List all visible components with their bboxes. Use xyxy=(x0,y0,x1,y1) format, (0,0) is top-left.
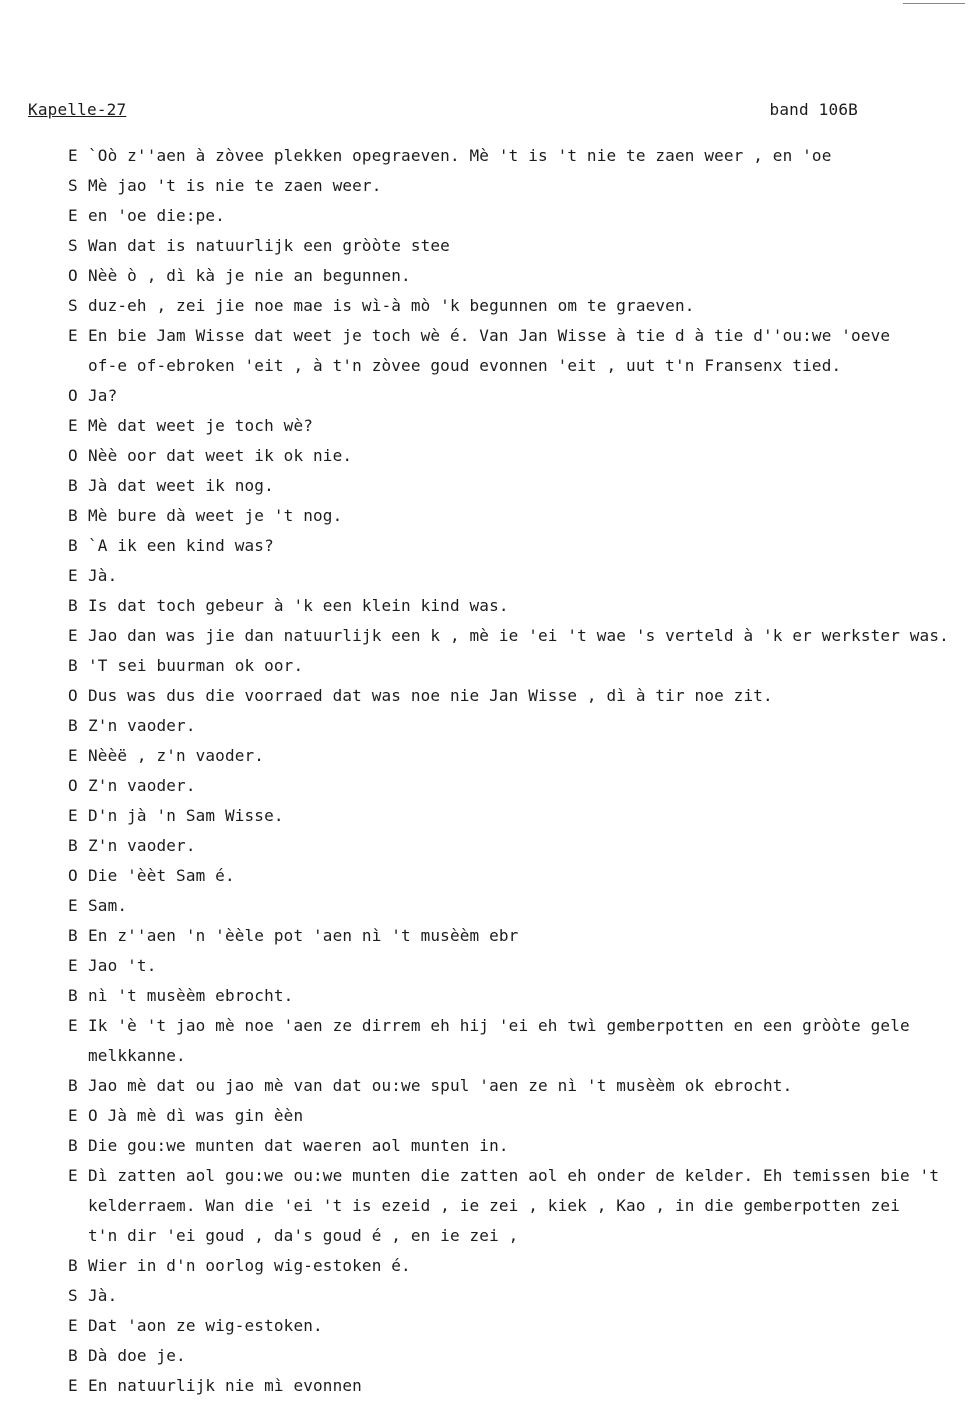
transcript-turn xyxy=(68,891,968,921)
turn-text xyxy=(88,231,450,261)
transcript-turn xyxy=(68,261,968,291)
utterance-line: Nèè ò , dì kà je nie an begunnen. xyxy=(88,266,411,285)
transcript-turn xyxy=(68,1131,968,1161)
speaker-label: E xyxy=(68,1166,78,1185)
utterance-line: Is dat toch gebeur à 'k een klein kind was. xyxy=(88,596,509,615)
utterance-line: Ik 'è 't jao mè noe 'aen ze dirrem eh hij 'ei eh twì gemberpotten en een gròòte gele xyxy=(88,1016,910,1035)
utterance-line: En bie Jam Wisse dat weet je toch wè é. Van Jan Wisse à tie d à tie d''ou:we 'oeve xyxy=(88,326,891,345)
speaker-label: S xyxy=(68,296,78,315)
speaker-label: O xyxy=(68,446,78,465)
utterance-line: Z'n vaoder. xyxy=(88,776,196,795)
speaker-label: E xyxy=(68,896,78,915)
transcript-turn xyxy=(68,321,968,381)
speaker-label: E xyxy=(68,326,78,345)
utterance-line: duz-eh , zei jie noe mae is wì-à mò 'k begunnen om te graeven. xyxy=(88,296,695,315)
speaker-label: S xyxy=(68,1286,78,1305)
turn-text xyxy=(88,1131,509,1161)
top-rule xyxy=(903,3,965,4)
page-header xyxy=(28,100,858,124)
transcript-turn xyxy=(68,1371,968,1401)
speaker-label: S xyxy=(68,236,78,255)
utterance-line: Nèèë , z'n vaoder. xyxy=(88,746,265,765)
turn-text xyxy=(88,981,293,1011)
transcript-turn xyxy=(68,1251,968,1281)
turn-text xyxy=(88,861,235,891)
utterance-line: Ja? xyxy=(88,386,118,405)
transcript-turn xyxy=(68,411,968,441)
turn-text xyxy=(88,591,509,621)
transcript-turn xyxy=(68,471,968,501)
band-label: band 106B xyxy=(769,100,858,119)
utterance-line: D'n jà 'n Sam Wisse. xyxy=(88,806,284,825)
speaker-label: S xyxy=(68,176,78,195)
speaker-label: O xyxy=(68,386,78,405)
transcript-turn xyxy=(68,231,968,261)
speaker-label: B xyxy=(68,506,78,525)
transcript-turn xyxy=(68,1161,968,1251)
turn-text xyxy=(88,771,196,801)
speaker-label: B xyxy=(68,1256,78,1275)
speaker-label: B xyxy=(68,1346,78,1365)
speaker-label: E xyxy=(68,416,78,435)
speaker-label: B xyxy=(68,716,78,735)
turn-text xyxy=(88,1341,186,1371)
transcript-turn xyxy=(68,591,968,621)
turn-text xyxy=(88,141,832,171)
speaker-label: E xyxy=(68,1016,78,1035)
transcript-turn xyxy=(68,291,968,321)
utterance-line: Jao dan was jie dan natuurlijk een k , mè ie 'ei 't wae 's verteld à 'k er werkster was. xyxy=(88,626,949,645)
transcript-turn xyxy=(68,621,968,651)
speaker-label: E xyxy=(68,806,78,825)
turn-text xyxy=(88,1071,792,1101)
transcript xyxy=(68,141,968,1401)
transcript-turn xyxy=(68,951,968,981)
turn-text xyxy=(88,321,890,381)
turn-text xyxy=(88,1281,117,1311)
speaker-label: O xyxy=(68,866,78,885)
turn-text xyxy=(88,261,411,291)
turn-text xyxy=(88,1371,362,1401)
speaker-label: O xyxy=(68,686,78,705)
speaker-label: B xyxy=(68,536,78,555)
transcript-turn xyxy=(68,171,968,201)
turn-text xyxy=(88,411,313,441)
utterance-line: Jà dat weet ik nog. xyxy=(88,476,274,495)
transcript-turn xyxy=(68,531,968,561)
transcript-turn xyxy=(68,771,968,801)
transcript-turn xyxy=(68,831,968,861)
turn-text xyxy=(88,741,264,771)
transcript-turn xyxy=(68,1101,968,1131)
utterance-line: `A ik een kind was? xyxy=(88,536,274,555)
speaker-label: B xyxy=(68,476,78,495)
turn-text xyxy=(88,711,196,741)
turn-text xyxy=(88,1161,939,1251)
transcript-turn xyxy=(68,651,968,681)
transcript-turn xyxy=(68,981,968,1011)
speaker-label: E xyxy=(68,206,78,225)
speaker-label: E xyxy=(68,1376,78,1395)
utterance-line: Z'n vaoder. xyxy=(88,716,196,735)
transcript-turn xyxy=(68,441,968,471)
utterance-line: En z''aen 'n 'èèle pot 'aen nì 't musèèm ebr xyxy=(88,926,519,945)
utterance-line: Wan dat is natuurlijk een gròòte stee xyxy=(88,236,450,255)
utterance-line: Dat 'aon ze wig-estoken. xyxy=(88,1316,323,1335)
utterance-line: Sam. xyxy=(88,896,128,915)
turn-text xyxy=(88,801,284,831)
utterance-line: `Oò z''aen à zòvee plekken opegraeven. Mè 't is 't nie te zaen weer , en 'oe xyxy=(88,146,832,165)
turn-text xyxy=(88,1101,303,1131)
speaker-label: O xyxy=(68,266,78,285)
speaker-label: B xyxy=(68,1076,78,1095)
turn-text xyxy=(88,651,303,681)
transcript-turn xyxy=(68,561,968,591)
utterance-line: nì 't musèèm ebrocht. xyxy=(88,986,294,1005)
utterance-line: of-e of-ebroken 'eit , à t'n zòvee goud evonnen 'eit , uut t'n Fransenx tied. xyxy=(88,356,842,375)
speaker-label: E xyxy=(68,956,78,975)
utterance-line: Dus was dus die voorraed dat was noe nie Jan Wisse , dì à tir noe zit. xyxy=(88,686,773,705)
utterance-line: Jao mè dat ou jao mè van dat ou:we spul 'aen ze nì 't musèèm ok ebrocht. xyxy=(88,1076,793,1095)
turn-text xyxy=(88,441,352,471)
transcript-turn xyxy=(68,381,968,411)
turn-text xyxy=(88,381,117,411)
utterance-line: Mè dat weet je toch wè? xyxy=(88,416,314,435)
speaker-label: E xyxy=(68,1106,78,1125)
utterance-line: Jà. xyxy=(88,566,118,585)
turn-text xyxy=(88,171,381,201)
speaker-label: E xyxy=(68,1316,78,1335)
utterance-line: 'T sei buurman ok oor. xyxy=(88,656,304,675)
turn-text xyxy=(88,471,274,501)
turn-text xyxy=(88,1311,323,1341)
turn-text xyxy=(88,921,518,951)
turn-text xyxy=(88,951,156,981)
turn-text xyxy=(88,1011,910,1071)
turn-text xyxy=(88,1251,411,1281)
utterance-line: t'n dir 'ei goud , da's goud é , en ie zei , xyxy=(88,1226,519,1245)
utterance-line: kelderraem. Wan die 'ei 't is ezeid , ie zei , kiek , Kao , in die gemberpotten zei xyxy=(88,1196,900,1215)
transcript-turn xyxy=(68,801,968,831)
transcript-turn xyxy=(68,741,968,771)
speaker-label: E xyxy=(68,746,78,765)
turn-text xyxy=(88,501,342,531)
transcript-turn xyxy=(68,711,968,741)
transcript-turn xyxy=(68,1311,968,1341)
turn-text xyxy=(88,681,773,711)
transcript-turn xyxy=(68,681,968,711)
turn-text xyxy=(88,621,949,651)
transcript-turn xyxy=(68,141,968,171)
utterance-line: O Jà mè dì was gin èèn xyxy=(88,1106,304,1125)
turn-text xyxy=(88,891,127,921)
utterance-line: Nèè oor dat weet ik ok nie. xyxy=(88,446,353,465)
transcript-turn xyxy=(68,201,968,231)
speaker-label: O xyxy=(68,776,78,795)
utterance-line: Die gou:we munten dat waeren aol munten in. xyxy=(88,1136,509,1155)
transcript-turn xyxy=(68,501,968,531)
turn-text xyxy=(88,561,117,591)
utterance-line: melkkanne. xyxy=(88,1046,186,1065)
speaker-label: B xyxy=(68,596,78,615)
speaker-label: B xyxy=(68,656,78,675)
transcript-turn xyxy=(68,1011,968,1071)
utterance-line: Mè jao 't is nie te zaen weer. xyxy=(88,176,382,195)
turn-text xyxy=(88,291,695,321)
speaker-label: E xyxy=(68,626,78,645)
transcript-turn xyxy=(68,1281,968,1311)
utterance-line: Dì zatten aol gou:we ou:we munten die zatten aol eh onder de kelder. Eh temissen bie 't xyxy=(88,1166,940,1185)
utterance-line: Dà doe je. xyxy=(88,1346,186,1365)
speaker-label: B xyxy=(68,926,78,945)
speaker-label: B xyxy=(68,1136,78,1155)
turn-text xyxy=(88,831,196,861)
utterance-line: en 'oe die:pe. xyxy=(88,206,225,225)
utterance-line: Jà. xyxy=(88,1286,118,1305)
utterance-line: En natuurlijk nie mì evonnen xyxy=(88,1376,362,1395)
turn-text xyxy=(88,531,274,561)
transcript-turn xyxy=(68,921,968,951)
utterance-line: Z'n vaoder. xyxy=(88,836,196,855)
utterance-line: Jao 't. xyxy=(88,956,157,975)
speaker-label: B xyxy=(68,986,78,1005)
transcript-turn xyxy=(68,1071,968,1101)
utterance-line: Wier in d'n oorlog wig-estoken é. xyxy=(88,1256,411,1275)
transcript-turn xyxy=(68,861,968,891)
document-id: Kapelle-27 xyxy=(28,100,127,119)
transcript-turn xyxy=(68,1341,968,1371)
speaker-label: E xyxy=(68,566,78,585)
turn-text xyxy=(88,201,225,231)
speaker-label: B xyxy=(68,836,78,855)
utterance-line: Mè bure dà weet je 't nog. xyxy=(88,506,343,525)
utterance-line: Die 'èèt Sam é. xyxy=(88,866,235,885)
speaker-label: E xyxy=(68,146,78,165)
